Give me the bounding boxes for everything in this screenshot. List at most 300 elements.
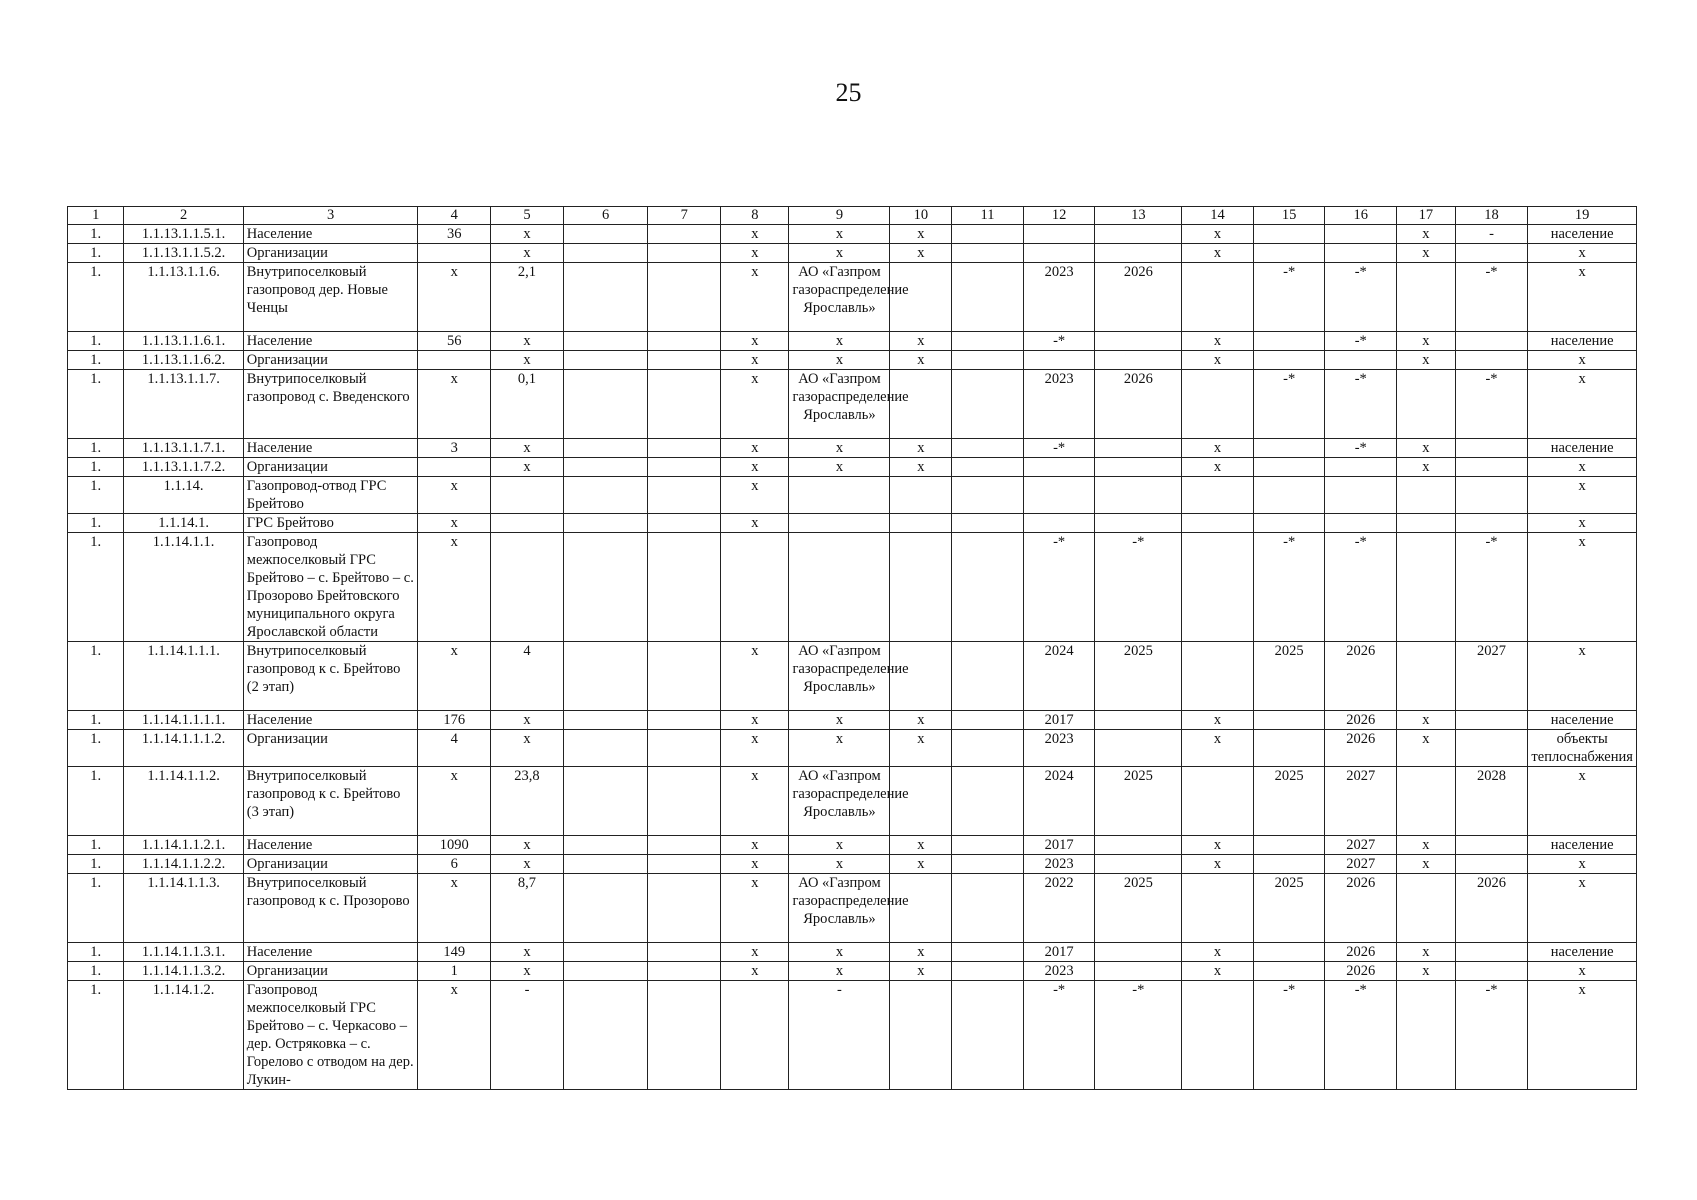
table-cell: 1.1.14.1. (124, 514, 243, 533)
table-cell (563, 943, 648, 962)
table-cell: х (418, 263, 491, 332)
header-cell: 13 (1095, 207, 1182, 225)
table-cell (648, 439, 721, 458)
table-cell (952, 874, 1024, 943)
table-cell: -* (1023, 981, 1095, 1090)
table-cell: х (789, 458, 890, 477)
table-cell: х (721, 477, 789, 514)
table-cell: 2026 (1325, 962, 1397, 981)
table-cell (1455, 439, 1528, 458)
table-cell: 2023 (1023, 855, 1095, 874)
table-cell (952, 711, 1024, 730)
table-cell: х (721, 962, 789, 981)
table-cell: 1. (68, 439, 124, 458)
table-cell (418, 458, 491, 477)
table-cell: 56 (418, 332, 491, 351)
table-cell: -* (1325, 439, 1397, 458)
table-cell: х (789, 943, 890, 962)
table-cell: -* (1325, 370, 1397, 439)
table-cell (648, 458, 721, 477)
table-cell (1253, 855, 1325, 874)
table-cell: 2027 (1325, 767, 1397, 836)
header-cell: 1 (68, 207, 124, 225)
table-cell (952, 730, 1024, 767)
table-cell (648, 642, 721, 711)
header-cell: 11 (952, 207, 1024, 225)
table-cell: х (491, 439, 564, 458)
table-cell: х (721, 730, 789, 767)
table-cell: х (890, 962, 952, 981)
table-cell: х (789, 351, 890, 370)
table-cell (1095, 439, 1182, 458)
table-row (68, 981, 1637, 1090)
table-cell (952, 477, 1024, 514)
table-cell: АО «Газпром газораспределение Ярославль» (789, 370, 890, 439)
table-cell (563, 711, 648, 730)
table-cell: 1.1.14.1.1.3. (124, 874, 243, 943)
table-cell (1023, 514, 1095, 533)
table-cell: х (1182, 458, 1254, 477)
table-cell (1023, 458, 1095, 477)
table-cell: АО «Газпром газораспределение Ярославль» (789, 874, 890, 943)
table-cell (952, 836, 1024, 855)
table-cell: х (1528, 244, 1637, 263)
table-cell (1182, 263, 1254, 332)
table-cell: -* (1095, 981, 1182, 1090)
table-cell: 0,1 (491, 370, 564, 439)
table-cell: 23,8 (491, 767, 564, 836)
table-cell (563, 351, 648, 370)
table-cell: 1.1.13.1.1.6.1. (124, 332, 243, 351)
table-cell (1325, 225, 1397, 244)
table-cell: -* (1455, 263, 1528, 332)
table-cell: х (890, 730, 952, 767)
table-row (68, 943, 1637, 962)
table-cell: 1.1.13.1.1.7.2. (124, 458, 243, 477)
header-cell: 5 (491, 207, 564, 225)
table-cell: Население (243, 943, 418, 962)
table-cell: 2026 (1095, 370, 1182, 439)
table-cell: 1. (68, 642, 124, 711)
table-cell (1253, 458, 1325, 477)
header-cell: 16 (1325, 207, 1397, 225)
table-cell (648, 711, 721, 730)
table-cell: х (789, 730, 890, 767)
table-cell: х (1397, 730, 1456, 767)
table-cell: -* (1455, 981, 1528, 1090)
table-cell (563, 458, 648, 477)
table-row (68, 477, 1637, 514)
table-cell (1455, 351, 1528, 370)
table-cell: 2023 (1023, 962, 1095, 981)
table-cell (563, 642, 648, 711)
table-cell (648, 533, 721, 642)
table-cell (1182, 477, 1254, 514)
table-cell: -* (1023, 533, 1095, 642)
table-cell: - (789, 981, 890, 1090)
table-cell: 1. (68, 458, 124, 477)
table-cell: х (721, 855, 789, 874)
table-cell: -* (1253, 263, 1325, 332)
table-cell (648, 514, 721, 533)
table-row (68, 225, 1637, 244)
table-cell: -* (1023, 439, 1095, 458)
table-cell (952, 458, 1024, 477)
table-cell (1397, 533, 1456, 642)
table-cell: 1.1.13.1.1.6. (124, 263, 243, 332)
table-cell (1455, 514, 1528, 533)
table-cell: объекты теплоснабжения (1528, 730, 1637, 767)
table-cell (563, 477, 648, 514)
table-cell (890, 477, 952, 514)
table-cell (563, 370, 648, 439)
table-row (68, 855, 1637, 874)
table-cell (1095, 730, 1182, 767)
table-cell: население (1528, 943, 1637, 962)
table-cell: х (1528, 351, 1637, 370)
table-cell: х (418, 981, 491, 1090)
table-cell: х (1182, 439, 1254, 458)
table-cell: х (1528, 874, 1637, 943)
table-cell (648, 943, 721, 962)
table-row (68, 962, 1637, 981)
table-cell: х (1528, 458, 1637, 477)
table-cell: 1. (68, 533, 124, 642)
table-cell: х (1182, 836, 1254, 855)
table-cell (1182, 514, 1254, 533)
table-cell: х (418, 533, 491, 642)
table-cell: х (1397, 439, 1456, 458)
table-cell (1023, 477, 1095, 514)
table-cell: Газопровод межпоселковый ГРС Брейтово – с. Черкасово – дер. Остряковка – с. Горелово с отводом на дер. Лукин- (243, 981, 418, 1090)
table-cell: х (418, 642, 491, 711)
table-cell (563, 730, 648, 767)
table-cell: 1.1.13.1.1.7. (124, 370, 243, 439)
table-cell: 1.1.14.1.1.3.1. (124, 943, 243, 962)
table-cell (563, 855, 648, 874)
table-cell (952, 514, 1024, 533)
table-cell: х (1182, 351, 1254, 370)
table-cell: х (890, 244, 952, 263)
table-cell: х (890, 943, 952, 962)
table-cell: х (1528, 370, 1637, 439)
table-cell (1455, 943, 1528, 962)
table-cell (1182, 370, 1254, 439)
table-cell: х (418, 477, 491, 514)
table-cell: население (1528, 225, 1637, 244)
table-cell: х (721, 458, 789, 477)
table-cell (563, 244, 648, 263)
table-cell (563, 981, 648, 1090)
table-row (68, 642, 1637, 711)
table-cell (1095, 855, 1182, 874)
table-cell (563, 332, 648, 351)
table-row (68, 730, 1637, 767)
table-cell: х (1182, 244, 1254, 263)
table-cell: х (721, 225, 789, 244)
table-cell (1095, 458, 1182, 477)
header-cell: 7 (648, 207, 721, 225)
table-cell: х (1182, 332, 1254, 351)
header-cell: 10 (890, 207, 952, 225)
table-cell: 1.1.13.1.1.5.2. (124, 244, 243, 263)
table-cell: х (1397, 962, 1456, 981)
table-cell: 2026 (1325, 730, 1397, 767)
table-row (68, 533, 1637, 642)
table-cell: 2023 (1023, 730, 1095, 767)
table-cell (1253, 730, 1325, 767)
table-cell (1253, 836, 1325, 855)
table-cell: х (491, 730, 564, 767)
table-cell: х (721, 244, 789, 263)
table-cell: Организации (243, 351, 418, 370)
table-cell: 1.1.14.1.1.3.2. (124, 962, 243, 981)
table-cell: 3 (418, 439, 491, 458)
table-cell: 1. (68, 730, 124, 767)
table-cell: 1. (68, 874, 124, 943)
table-cell: х (721, 874, 789, 943)
table-cell: Население (243, 225, 418, 244)
table-cell (952, 332, 1024, 351)
table-cell: х (721, 332, 789, 351)
table-cell (1253, 477, 1325, 514)
table-cell: 2026 (1455, 874, 1528, 943)
table-cell (1182, 533, 1254, 642)
table-row (68, 332, 1637, 351)
data-table (67, 206, 1637, 1090)
header-cell: 18 (1455, 207, 1528, 225)
table-cell: х (1182, 943, 1254, 962)
table-cell (721, 981, 789, 1090)
table-cell (648, 332, 721, 351)
table-cell: х (1182, 730, 1254, 767)
table-cell (1397, 370, 1456, 439)
table-cell: Организации (243, 962, 418, 981)
table-cell (1253, 351, 1325, 370)
table-cell (1325, 351, 1397, 370)
table-cell (952, 962, 1024, 981)
table-cell: население (1528, 439, 1637, 458)
table-cell: х (491, 332, 564, 351)
table-row (68, 244, 1637, 263)
table-cell: х (491, 225, 564, 244)
table-cell: х (491, 855, 564, 874)
table-cell: 2026 (1325, 642, 1397, 711)
table-cell: Газопровод-отвод ГРС Брейтово (243, 477, 418, 514)
table-cell: 2026 (1095, 263, 1182, 332)
table-row (68, 370, 1637, 439)
page-number: 25 (835, 78, 862, 107)
table-cell: 1.1.14.1.1.1.1. (124, 711, 243, 730)
table-cell: -* (1325, 263, 1397, 332)
header-cell: 4 (418, 207, 491, 225)
table-cell (1253, 225, 1325, 244)
table-cell: ГРС Брейтово (243, 514, 418, 533)
table-cell: х (491, 244, 564, 263)
table-cell: 1. (68, 767, 124, 836)
table-cell (1397, 263, 1456, 332)
table-cell (1095, 711, 1182, 730)
table-cell (648, 855, 721, 874)
table-cell: х (1397, 332, 1456, 351)
table-row (68, 514, 1637, 533)
table-cell: 2025 (1253, 874, 1325, 943)
table-cell: х (721, 711, 789, 730)
table-cell (952, 767, 1024, 836)
table-cell: 1090 (418, 836, 491, 855)
table-cell: Внутрипоселковый газопровод с. Введенского (243, 370, 418, 439)
table-cell (563, 874, 648, 943)
table-cell: 2027 (1325, 855, 1397, 874)
table-cell: х (721, 642, 789, 711)
table-cell (418, 351, 491, 370)
table-cell (952, 244, 1024, 263)
table-cell: х (1397, 711, 1456, 730)
table-cell: АО «Газпром газораспределение Ярославль» (789, 263, 890, 332)
table-cell: 2027 (1455, 642, 1528, 711)
header-cell: 15 (1253, 207, 1325, 225)
table-cell (1455, 962, 1528, 981)
table-cell: 8,7 (491, 874, 564, 943)
table-cell (1397, 477, 1456, 514)
table-cell: 2026 (1325, 943, 1397, 962)
header-cell: 12 (1023, 207, 1095, 225)
table-cell: х (789, 711, 890, 730)
header-cell: 3 (243, 207, 418, 225)
header-cell: 9 (789, 207, 890, 225)
table-cell: 1. (68, 351, 124, 370)
table-cell: -* (1253, 981, 1325, 1090)
table-cell: х (1397, 855, 1456, 874)
table-cell: х (789, 855, 890, 874)
table-cell: х (1528, 981, 1637, 1090)
table-cell: 2025 (1253, 767, 1325, 836)
table-cell: 2017 (1023, 711, 1095, 730)
table-cell: х (1397, 244, 1456, 263)
header-cell: 14 (1182, 207, 1254, 225)
table-cell: Внутрипоселковый газопровод дер. Новые Ченцы (243, 263, 418, 332)
table-cell (1095, 943, 1182, 962)
table-cell (1455, 477, 1528, 514)
table-cell (952, 855, 1024, 874)
table-cell: х (418, 767, 491, 836)
table-cell (952, 263, 1024, 332)
table-row (68, 836, 1637, 855)
table-cell (563, 767, 648, 836)
table-cell: х (721, 836, 789, 855)
table-cell (648, 962, 721, 981)
table-cell: Внутрипоселковый газопровод к с. Прозорово (243, 874, 418, 943)
table-cell (491, 514, 564, 533)
table-cell: 4 (491, 642, 564, 711)
table-cell: х (491, 351, 564, 370)
table-cell (952, 533, 1024, 642)
table-row (68, 439, 1637, 458)
table-cell: 1.1.14. (124, 477, 243, 514)
table-cell (1253, 332, 1325, 351)
table-cell: 6 (418, 855, 491, 874)
table-cell: Организации (243, 244, 418, 263)
table-cell: х (1397, 351, 1456, 370)
table-cell: Население (243, 439, 418, 458)
table-cell (563, 836, 648, 855)
table-row (68, 458, 1637, 477)
table-cell: -* (1253, 533, 1325, 642)
table-cell: х (890, 458, 952, 477)
table-cell (1397, 767, 1456, 836)
table-cell: 2026 (1325, 874, 1397, 943)
table-cell: 176 (418, 711, 491, 730)
table-cell: 1.1.14.1.1.2. (124, 767, 243, 836)
table-cell: население (1528, 332, 1637, 351)
table-cell: х (1397, 836, 1456, 855)
table-cell (952, 439, 1024, 458)
table-cell: 1. (68, 836, 124, 855)
table-cell: -* (1325, 981, 1397, 1090)
table-cell: х (789, 332, 890, 351)
table-cell: -* (1023, 332, 1095, 351)
table-cell (1023, 351, 1095, 370)
table-cell: 2025 (1095, 874, 1182, 943)
table-cell: 4 (418, 730, 491, 767)
table-cell (1455, 711, 1528, 730)
table-cell: 1. (68, 962, 124, 981)
table-cell: х (491, 711, 564, 730)
table-cell (648, 351, 721, 370)
table-cell: Организации (243, 730, 418, 767)
table-cell: х (789, 225, 890, 244)
table-cell: х (721, 263, 789, 332)
table-row (68, 351, 1637, 370)
table-cell (1023, 244, 1095, 263)
table-cell (1253, 439, 1325, 458)
table-cell: х (789, 439, 890, 458)
table-cell (1397, 514, 1456, 533)
table-cell: х (890, 836, 952, 855)
table-cell: 2017 (1023, 943, 1095, 962)
table-cell (1455, 332, 1528, 351)
table-cell: Население (243, 711, 418, 730)
table-cell (1253, 962, 1325, 981)
table-cell: 1. (68, 514, 124, 533)
table-cell: 1 (418, 962, 491, 981)
table-cell (1095, 244, 1182, 263)
table-cell (1325, 458, 1397, 477)
table-cell (1397, 874, 1456, 943)
header-cell: 19 (1528, 207, 1637, 225)
table-cell: х (418, 874, 491, 943)
table-cell (1095, 514, 1182, 533)
table-cell (1397, 981, 1456, 1090)
table-cell: х (890, 711, 952, 730)
header-cell: 2 (124, 207, 243, 225)
table-cell (1023, 225, 1095, 244)
table-cell (1182, 767, 1254, 836)
table-cell: 1. (68, 943, 124, 962)
table-cell: х (1528, 477, 1637, 514)
table-cell: -* (1325, 533, 1397, 642)
table-cell: х (491, 943, 564, 962)
table-cell: 1. (68, 370, 124, 439)
table-cell: 1.1.14.1.1.2.2. (124, 855, 243, 874)
table-cell (1182, 981, 1254, 1090)
table-cell (491, 533, 564, 642)
table-cell: 2023 (1023, 370, 1095, 439)
table-cell: Внутрипоселковый газопровод к с. Брейтово (2 этап) (243, 642, 418, 711)
table-cell: - (491, 981, 564, 1090)
table-cell: - (1455, 225, 1528, 244)
table-cell (1253, 244, 1325, 263)
